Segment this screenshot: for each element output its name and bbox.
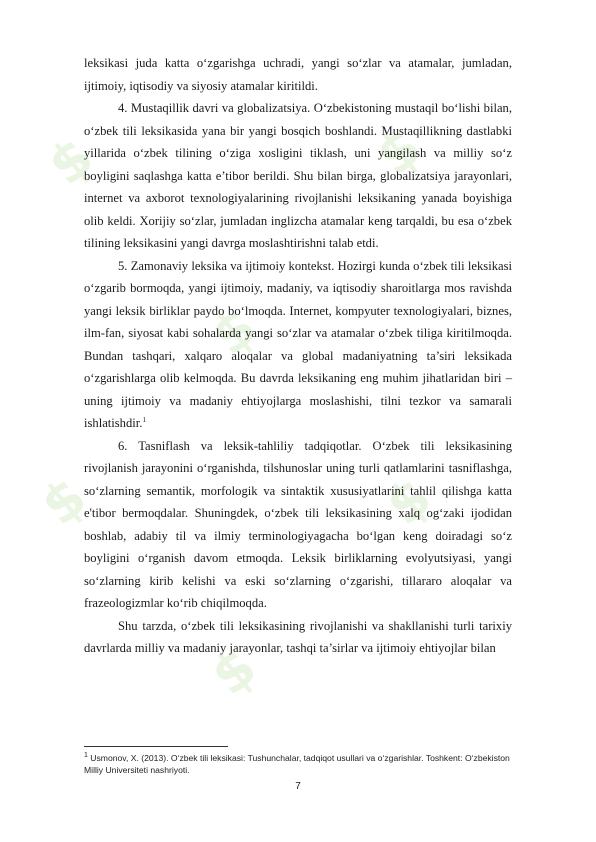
footnote-text: Usmonov, X. (2013). O‘zbek tili leksikasi: Tushunchalar, tadqiqot usullari va o‘zgarishlar. Toshkent: O‘zbekiston Milliy Universiteti nashriyoti.: [84, 753, 510, 775]
paragraph-independence-period: 4. Mustaqillik davri va globalizatsiya. O‘zbekistoning mustaqil bo‘lishi bilan, o‘zbek tili leksikasida yana bir yangi bosqich boshlandi. Mustaqillikning dastlabki yillarida o‘zbek tilining o‘ziga xosligini tiklash, uni yangilash va milliy so‘z boyligini saqlashga katta e’tibor berildi. Shu bilan birga, globalizatsiya jarayonlari, internet va axborot texnologiyalarining rivojlanishi leksikaning yanada boyishiga olib keldi. Xorijiy so‘zlar, jumladan inglizcha atamalar keng tarqaldi, bu esa o‘zbek tilining leksikasini yangi davrga moslashtirishni talab etdi.: [84, 101, 512, 250]
footnote-divider: [84, 746, 228, 747]
document-body: [84, 52, 512, 660]
watermark-glyph: $: [199, 295, 269, 368]
paragraph-classification-research: 6. Tasniflash va leksik-tahliliy tadqiqotlar. O‘zbek tili leksikasining rivojlanish jarayonini o‘rganishda, tilshunoslar uning turli qatlamlarini tasniflashga, so‘zlarning semantik, morfologik va sintaktik xususiyatlarini tahlil qilishga katta e'tibor bermoqdalar. Shuningdek, o‘zbek tili leksikasining xalq og‘zaki ijodidan boshlab, adabiy til va ilmiy terminologiyagacha bo‘lgan keng doiradagi so‘z boyligini o‘rganish davom etmoqda. Leksik birliklarning evolyutsiyasi, yangi so‘zlarning kirib kelishi va eski so‘zlarning o‘zgarishi, tillararo aloqalar va frazeologizmlar ko‘rib chiqilmoqda.: [84, 438, 512, 610]
paragraph-text: 5. Zamonaviy leksika va ijtimoiy kontekst. Hozirgi kunda o‘zbek tili leksikasi o‘zgarib bormoqda, yangi ijtimoiy, madaniy, va iqtisodiy sharoitlarga mos ravishda yangi leksik birliklar paydo bo‘lmoqda. Internet, kompyuter texnologiyalari, biznes, ilm-fan, siyosat kabi sohalarda yangi so‘zlar va atamalar o‘zbek tiliga kiritilmoqda. Bundan tashqari, xalqaro aloqalar va global madaniyatning ta’siri leksikada o‘zgarishlarga olib kelmoqda. Bu davrda leksikaning eng muhim jihatlaridan biri – uning ijtimoiy va madaniy ehtiyojlarga moslashishi, tilni tezkor va samarali ishlatishdir.: [84, 258, 512, 430]
watermark-glyph: $: [29, 465, 99, 538]
paragraph-modern-lexicon: [84, 255, 512, 435]
watermark-glyph: $: [36, 125, 106, 198]
watermark-glyph: $: [199, 635, 269, 708]
footnote-marker: 1: [84, 752, 88, 760]
watermark-glyph: $: [364, 115, 434, 188]
paragraph-continuation: leksikasi juda katta o‘zgarishga uchradi, yangi so‘zlar va atamalar, jumladan, ijtimoiy, iqtisodiy va siyosiy atamalar kiritildi.: [84, 56, 512, 93]
footnote: [84, 752, 524, 776]
watermark-glyph: $: [374, 465, 444, 538]
footnote-reference[interactable]: 1: [142, 415, 146, 424]
paragraph-conclusion: Shu tarzda, o‘zbek tili leksikasining rivojlanishi va shakllanishi turli tarixiy davrlarda milliy va madaniy jarayonlar, tashqi ta’sirlar va ijtimoiy ehtiyojlar bilan: [84, 618, 512, 655]
page-number: 7: [295, 781, 301, 792]
